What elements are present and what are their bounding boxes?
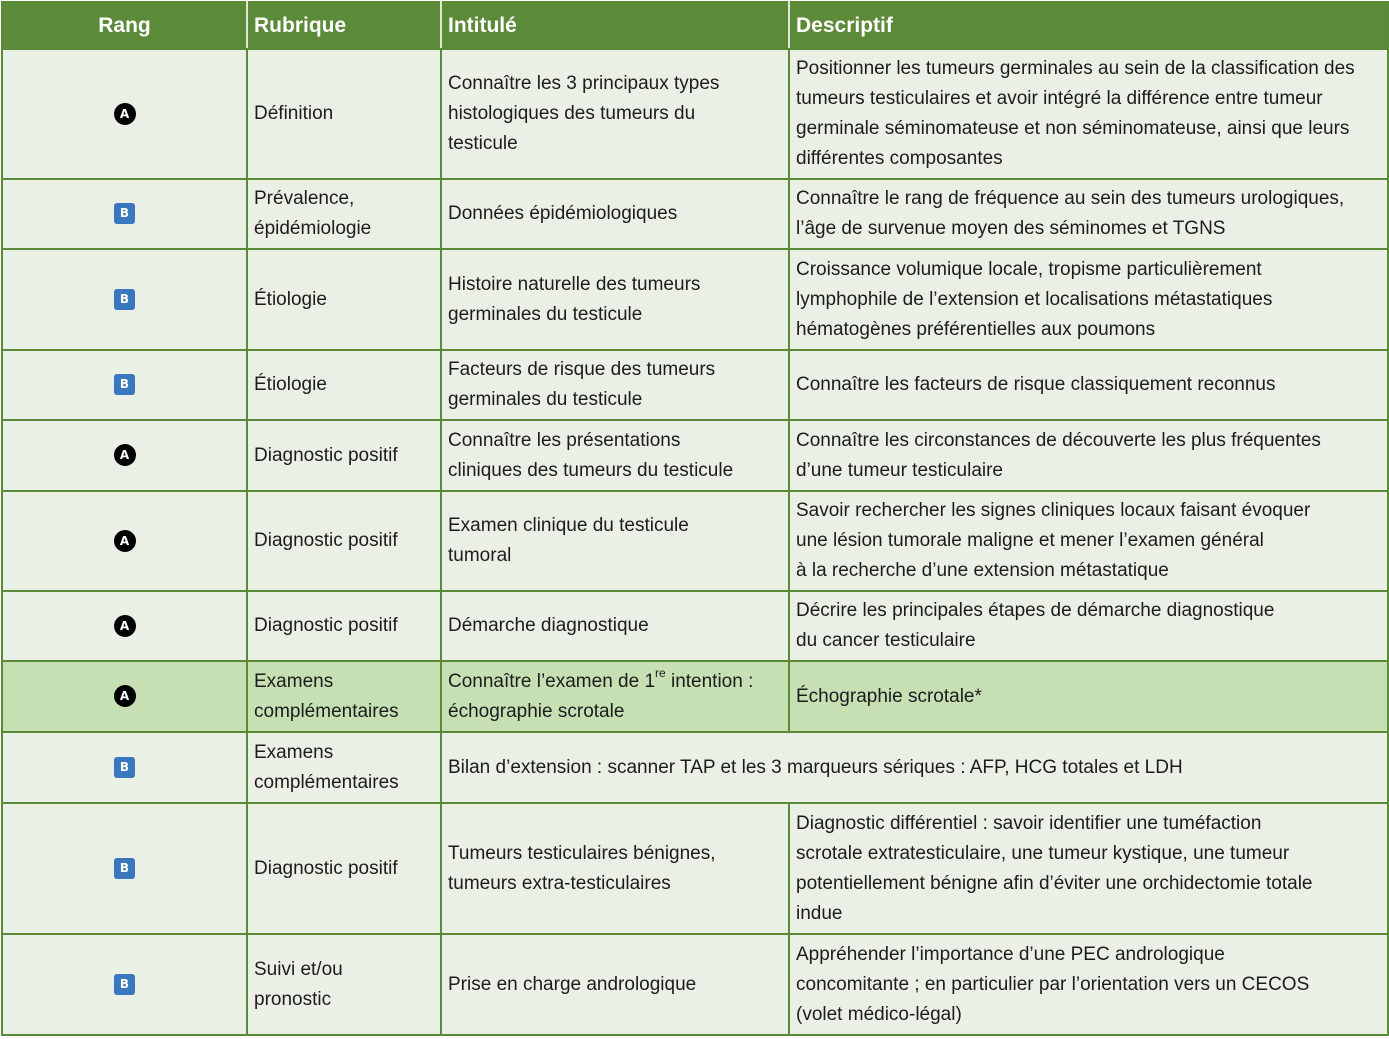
rank-badge-icon: B [114,974,135,995]
intitule-cell: Facteurs de risque des tumeurs germinales du testicule [441,350,789,420]
objectives-table [1,1,1389,1036]
rubrique-cell: Diagnostic positif [247,591,441,661]
rubrique-cell: Étiologie [247,350,441,420]
header-intitule: Intitulé [441,2,789,49]
rang-cell [2,249,247,350]
intitule-cell: Tumeurs testiculaires bénignes, tumeurs extra-testiculaires [441,803,789,934]
rang-cell [2,732,247,803]
intitule-cell: Démarche diagnostique [441,591,789,661]
table-row [2,591,1388,661]
descriptif-cell: Diagnostic différentiel : savoir identifier une tuméfaction scrotale extratesticulaire, une tumeur kystique, une tumeur potentiellement bénigne afin d’éviter une orchidectomie totale indue [789,803,1388,934]
rang-cell [2,420,247,491]
rubrique-cell: Diagnostic positif [247,803,441,934]
rubrique-cell: Examens complémentaires [247,732,441,803]
descriptif-cell: Connaître le rang de fréquence au sein des tumeurs urologiques, l’âge de survenue moyen des séminomes et TGNS [789,179,1388,249]
rubrique-cell: Examens complémentaires [247,661,441,732]
table-header-row [2,2,1388,49]
rank-badge-icon: B [114,757,135,778]
descriptif-cell: Croissance volumique locale, tropisme particulièrement lymphophile de l’extension et localisations métastatiques hématogènes préférentielles aux poumons [789,249,1388,350]
table-row [2,420,1388,491]
rang-cell [2,179,247,249]
intitule-cell: Histoire naturelle des tumeurs germinales du testicule [441,249,789,350]
table-row [2,350,1388,420]
rang-cell [2,591,247,661]
table-row [2,491,1388,591]
descriptif-cell: Connaître les circonstances de découverte les plus fréquentes d’une tumeur testiculaire [789,420,1388,491]
table-row [2,49,1388,179]
table-row-highlighted [2,661,1388,732]
rubrique-cell: Diagnostic positif [247,420,441,491]
descriptif-cell: Décrire les principales étapes de démarche diagnostique du cancer testiculaire [789,591,1388,661]
rank-badge-icon: A [114,615,136,637]
rang-cell [2,661,247,732]
descriptif-cell: Échographie scrotale* [789,661,1388,732]
descriptif-cell: Positionner les tumeurs germinales au sein de la classification des tumeurs testiculaires et avoir intégré la différence entre tumeur germinale séminomateuse et non séminomateuse, ainsi que leurs différentes composantes [789,49,1388,179]
intitule-cell: Prise en charge andrologique [441,934,789,1035]
intitule-cell: Données épidémiologiques [441,179,789,249]
rang-cell [2,934,247,1035]
rubrique-cell: Suivi et/ou pronostic [247,934,441,1035]
rubrique-cell: Définition [247,49,441,179]
rubrique-cell: Étiologie [247,249,441,350]
rang-cell [2,350,247,420]
table-row [2,179,1388,249]
ordinal-superscript: re [655,666,666,681]
rang-cell [2,803,247,934]
intitule-descriptif-merged-cell: Bilan d’extension : scanner TAP et les 3 marqueurs sériques : AFP, HCG totales et LDH [441,732,1388,803]
table-row [2,732,1388,803]
descriptif-cell: Appréhender l’importance d’une PEC andrologique concomitante ; en particulier par l’orientation vers un CECOS (volet médico-légal) [789,934,1388,1035]
rank-badge-icon: A [114,103,136,125]
rank-badge-icon: A [114,444,136,466]
rank-badge-icon: B [114,374,135,395]
intitule-text-start: Connaître l’examen de 1 [448,670,656,692]
rubrique-cell: Prévalence, épidémiologie [247,179,441,249]
table-row [2,803,1388,934]
rank-badge-icon: A [114,685,136,707]
rubrique-cell: Diagnostic positif [247,491,441,591]
rank-badge-icon: B [114,858,135,879]
intitule-cell: Connaître les présentations cliniques des tumeurs du testicule [441,420,789,491]
descriptif-cell: Savoir rechercher les signes cliniques locaux faisant évoquer une lésion tumorale maligne et mener l’examen général à la recherche d’une extension métastatique [789,491,1388,591]
table-row [2,249,1388,350]
intitule-text-end: intention : échographie scrotale [448,670,754,722]
rank-badge-icon: A [114,530,136,552]
header-rang: Rang [2,2,247,49]
rang-cell [2,49,247,179]
header-descriptif: Descriptif [789,2,1388,49]
intitule-cell: Connaître les 3 principaux types histologiques des tumeurs du testicule [441,49,789,179]
descriptif-cell: Connaître les facteurs de risque classiquement reconnus [789,350,1388,420]
rank-badge-icon: B [114,289,135,310]
intitule-cell [441,661,789,732]
rang-cell [2,491,247,591]
intitule-cell: Examen clinique du testicule tumoral [441,491,789,591]
table-row [2,934,1388,1035]
rank-badge-icon: B [114,203,135,224]
header-rubrique: Rubrique [247,2,441,49]
